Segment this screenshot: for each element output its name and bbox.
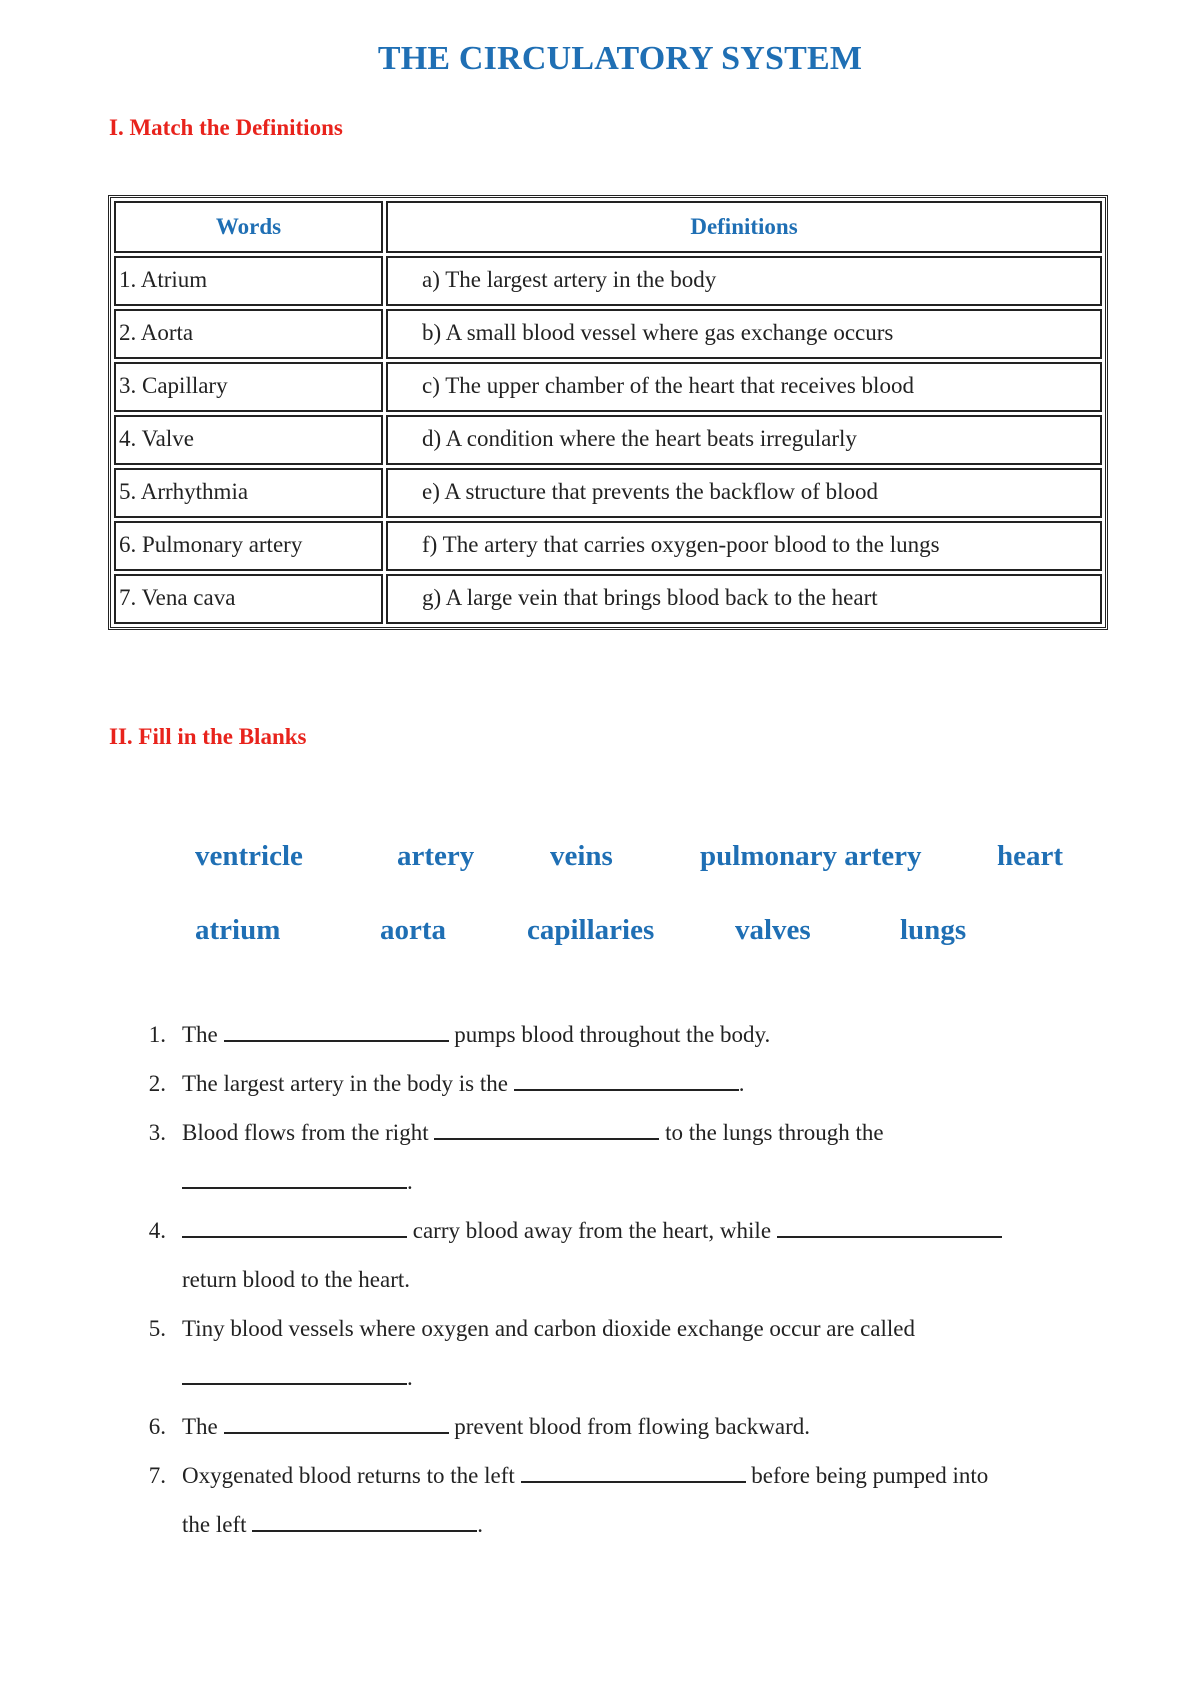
word-bank-item: artery bbox=[397, 840, 475, 872]
question-text: prevent blood from flowing backward. bbox=[448, 1414, 811, 1439]
answer-blank[interactable] bbox=[182, 1218, 407, 1238]
column-header-definitions: Definitions bbox=[386, 201, 1102, 253]
section-heading-fill-blanks: II. Fill in the Blanks bbox=[109, 724, 307, 749]
question-number: 7. bbox=[148, 1463, 166, 1488]
list-item bbox=[130, 1108, 1150, 1194]
question-number: 4. bbox=[148, 1218, 166, 1243]
word-bank-item: atrium bbox=[195, 914, 281, 946]
question-text: before being pumped into bbox=[745, 1463, 989, 1488]
question-number: 6. bbox=[148, 1414, 166, 1439]
table-header-row bbox=[114, 201, 1102, 253]
table-row bbox=[114, 256, 1102, 306]
question-text: pumps blood throughout the body. bbox=[448, 1022, 771, 1047]
table-row bbox=[114, 574, 1102, 624]
word-bank-item: lungs bbox=[900, 914, 967, 946]
table-row bbox=[114, 362, 1102, 412]
question-number: 2. bbox=[148, 1071, 166, 1096]
answer-blank[interactable] bbox=[224, 1414, 449, 1434]
answer-blank[interactable] bbox=[252, 1512, 477, 1532]
definition-cell: e) A structure that prevents the backflow of blood bbox=[386, 468, 1102, 518]
page-title: THE CIRCULATORY SYSTEM bbox=[377, 40, 863, 77]
question-text: . bbox=[738, 1071, 745, 1096]
question-text: . bbox=[407, 1169, 413, 1194]
word-bank-item: capillaries bbox=[527, 914, 655, 946]
question-text: . bbox=[477, 1512, 483, 1537]
list-item bbox=[130, 1451, 1150, 1537]
answer-blank[interactable] bbox=[777, 1218, 1002, 1238]
word-bank-item: heart bbox=[997, 840, 1064, 872]
question-number: 1. bbox=[148, 1022, 166, 1047]
table-row bbox=[114, 415, 1102, 465]
question-text: Blood flows from the right bbox=[182, 1120, 435, 1145]
match-table bbox=[108, 195, 1108, 630]
question-text: carry blood away from the heart, while bbox=[407, 1218, 777, 1243]
question-text: Tiny blood vessels where oxygen and carbon dioxide exchange occur are called bbox=[182, 1316, 915, 1341]
answer-blank[interactable] bbox=[434, 1120, 659, 1140]
word-bank-item: pulmonary artery bbox=[700, 840, 922, 872]
answer-blank[interactable] bbox=[514, 1071, 739, 1091]
answer-blank[interactable] bbox=[224, 1022, 449, 1042]
question-number: 5. bbox=[148, 1316, 166, 1341]
word-bank-item: aorta bbox=[380, 914, 447, 946]
column-header-words: Words bbox=[114, 201, 383, 253]
answer-blank[interactable] bbox=[182, 1365, 407, 1385]
question-text: The largest artery in the body is the bbox=[182, 1071, 514, 1096]
question-text: the left bbox=[182, 1512, 253, 1537]
word-cell: 3. Capillary bbox=[114, 362, 383, 412]
question-text: Oxygenated blood returns to the left bbox=[182, 1463, 521, 1488]
section-heading-match: I. Match the Definitions bbox=[109, 115, 343, 140]
definition-cell: a) The largest artery in the body bbox=[386, 256, 1102, 306]
question-text: to the lungs through the bbox=[659, 1120, 884, 1145]
question-number: 3. bbox=[148, 1120, 166, 1145]
definition-cell: g) A large vein that brings blood back to the heart bbox=[386, 574, 1102, 624]
answer-blank[interactable] bbox=[521, 1463, 746, 1483]
table-row bbox=[114, 309, 1102, 359]
definition-cell: d) A condition where the heart beats irregularly bbox=[386, 415, 1102, 465]
word-cell: 1. Atrium bbox=[114, 256, 383, 306]
word-bank-item: ventricle bbox=[195, 840, 303, 872]
definition-cell: c) The upper chamber of the heart that receives blood bbox=[386, 362, 1102, 412]
word-cell: 4. Valve bbox=[114, 415, 383, 465]
list-item bbox=[130, 1010, 1150, 1059]
question-text: The bbox=[182, 1414, 224, 1439]
question-text: The bbox=[182, 1022, 224, 1047]
word-bank-item: veins bbox=[550, 840, 613, 872]
table-row bbox=[114, 468, 1102, 518]
word-cell: 2. Aorta bbox=[114, 309, 383, 359]
answer-blank[interactable] bbox=[182, 1169, 407, 1189]
word-cell: 6. Pulmonary artery bbox=[114, 521, 383, 571]
question-text: return blood to the heart. bbox=[182, 1267, 411, 1292]
word-bank-item: valves bbox=[735, 914, 811, 946]
table-row bbox=[114, 521, 1102, 571]
list-item bbox=[130, 1206, 1150, 1292]
question-text: . bbox=[407, 1365, 413, 1390]
list-item bbox=[130, 1059, 1150, 1108]
definition-cell: b) A small blood vessel where gas exchange occurs bbox=[386, 309, 1102, 359]
list-item bbox=[130, 1304, 1150, 1390]
word-cell: 5. Arrhythmia bbox=[114, 468, 383, 518]
list-item bbox=[130, 1402, 1150, 1451]
word-cell: 7. Vena cava bbox=[114, 574, 383, 624]
definition-cell: f) The artery that carries oxygen-poor blood to the lungs bbox=[386, 521, 1102, 571]
